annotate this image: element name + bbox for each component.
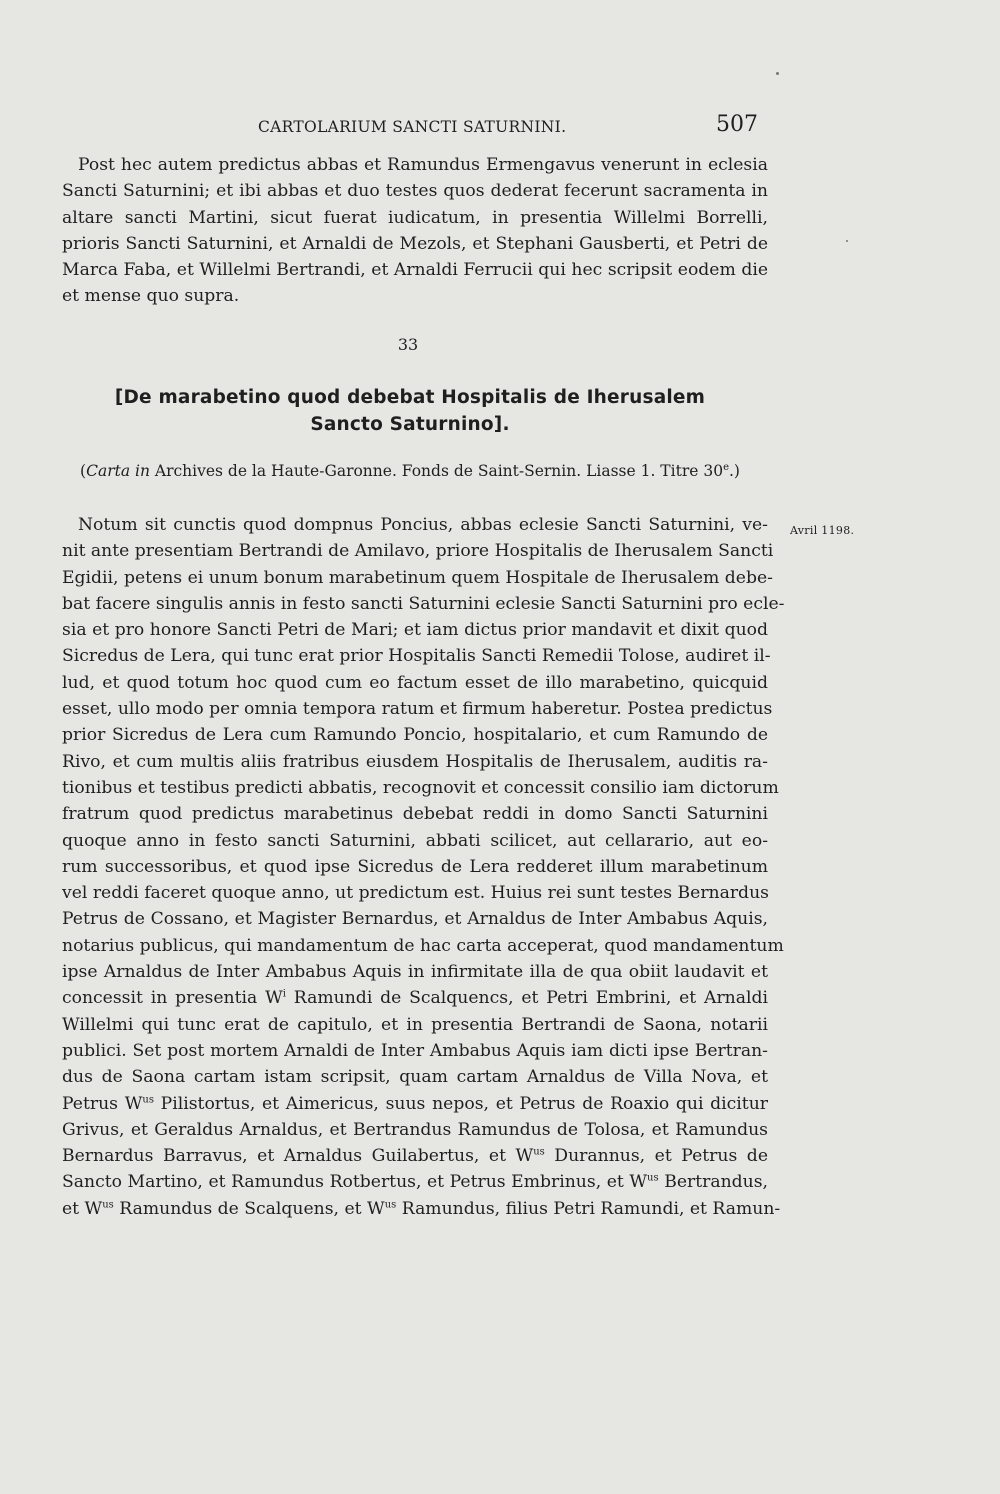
text-line [62, 1196, 781, 1222]
superscript-abbrev: us [142, 1093, 154, 1105]
charter-title [0, 384, 820, 438]
paper-speck [776, 72, 779, 75]
text-segment: dus de Saona cartam istam scripsit, quam cartam Arnaldus de Villa Nova, et [62, 1067, 768, 1088]
text-line [62, 828, 768, 854]
text-line: Sancti Saturnini; et ibi abbas et duo testes quos dederat fecerunt sacramenta in [62, 181, 768, 202]
superscript-abbrev: us [102, 1198, 114, 1210]
text-segment: rum successoribus, et quod ipse Sicredus de Lera redderet illum marabetinum [62, 856, 768, 877]
page-number: 507 [716, 112, 758, 137]
text-line [62, 1012, 768, 1038]
text-line [62, 591, 785, 617]
text-line [62, 722, 768, 748]
text-segment: tionibus et testibus predicti abbatis, recognovit et concessit consilio iam dictorum [62, 777, 779, 798]
text-segment: prior Sicredus de Lera cum Ramundo Poncio, hospitalario, et cum Ramundo de [62, 725, 768, 746]
text-segment: publici. Set post mortem Arnaldi de Inter Ambabus Aquis iam dicti ipse Bertran- [62, 1040, 768, 1061]
source-open: ( [80, 462, 87, 480]
charter-number: 33 [397, 335, 419, 354]
paper-speck [846, 240, 848, 242]
text-line [62, 749, 768, 775]
superscript-abbrev: i [282, 988, 286, 1000]
text-line [62, 1117, 768, 1143]
continuation-paragraph [62, 152, 768, 310]
text-segment: Bernardus Barravus, et Arnaldus Guilabertus, et W [62, 1146, 534, 1167]
text-segment: vel reddi faceret quoque anno, ut predictum est. Huius rei sunt testes Bernardus [62, 883, 769, 904]
text-segment: Rivo, et cum multis aliis fratribus eiusdem Hospitalis de Iherusalem, auditis ra- [62, 751, 768, 772]
text-segment: bat facere singulis annis in festo sancti Saturnini eclesie Sancti Saturnini pro ecle- [62, 593, 785, 614]
text-segment: fratrum quod predictus marabetinus debebat reddi in domo Sancti Saturnini [62, 804, 768, 825]
source-text: Archives de la Haute-Garonne. Fonds de Saint-Sernin. Liasse 1. Titre 30 [149, 462, 724, 480]
charter-source [0, 462, 820, 480]
text-line: altare sancti Martini, sicut fuerat iudicatum, in presentia Willelmi Borrelli, [62, 207, 768, 228]
text-line: et mense quo supra. [62, 286, 240, 307]
text-line [62, 565, 773, 591]
text-line [62, 1064, 768, 1090]
text-segment: Egidii, petens ei unum bonum marabetinum quem Hospitale de Iherusalem debe- [62, 567, 773, 588]
text-segment: Sancto Martino, et Ramundus Rotbertus, et Petrus Embrinus, et W [62, 1172, 648, 1193]
margin-date: Avril 1198. [790, 524, 855, 537]
text-line [62, 617, 768, 643]
text-segment: Petrus de Cossano, et Magister Bernardus, et Arnaldus de Inter Ambabus Aquis, [62, 909, 768, 930]
source-sup: e [723, 461, 729, 473]
text-segment: esset, ullo modo per omnia tempora ratum et firmum haberetur. Postea predictus [62, 699, 773, 720]
text-segment: notarius publicus, qui mandamentum de hac carta acceperat, quod mandamentum [62, 935, 784, 956]
text-line [62, 854, 768, 880]
text-segment: Ramundus, filius Petri Ramundi, et Ramun- [396, 1198, 781, 1219]
text-line: prioris Sancti Saturnini, et Arnaldi de Mezols, et Stephani Gausberti, et Petri de [62, 233, 768, 254]
text-line [62, 775, 779, 801]
text-line [62, 985, 768, 1011]
text-segment: Notum sit cunctis quod dompnus Poncius, abbas eclesie Sancti Saturnini, ve- [78, 515, 768, 535]
running-head: CARTOLARIUM SANCTI SATURNINI. [258, 118, 567, 136]
charter-title-line-2: Sancto Saturnino]. [310, 414, 510, 435]
source-italic: Carta in [86, 462, 150, 480]
text-segment: Pilistortus, et Aimericus, suus nepos, et Petrus de Roaxio qui dicitur [153, 1093, 768, 1114]
text-line [62, 801, 768, 827]
text-segment: ipse Arnaldus de Inter Ambabus Aquis in infirmitate illa de qua obiit laudavit et [62, 962, 768, 983]
text-segment: lud, et quod totum hoc quod cum eo factum esset de illo marabetino, quicquid [62, 672, 768, 693]
text-segment: Petrus W [62, 1093, 143, 1114]
text-line [62, 538, 774, 564]
text-segment: et W [62, 1198, 103, 1219]
text-line [62, 1169, 768, 1195]
text-line [62, 1143, 768, 1169]
text-line: Marca Faba, et Willelmi Bertrandi, et Arnaldi Ferrucii qui hec scripsit eodem die [62, 260, 768, 281]
text-segment: Grivus, et Geraldus Arnaldus, et Bertrandus Ramundus de Tolosa, et Ramundus [62, 1119, 768, 1140]
superscript-abbrev: us [533, 1146, 545, 1158]
text-segment: concessit in presentia W [62, 988, 283, 1009]
text-line [62, 1038, 768, 1064]
text-line [62, 670, 768, 696]
text-segment: Bertrandus, [658, 1172, 769, 1193]
text-segment: quoque anno in festo sancti Saturnini, abbati scilicet, aut cellarario, aut eo- [62, 830, 768, 851]
text-line [62, 512, 768, 538]
text-segment: Ramundi de Scalquencs, et Petri Embrini, et Arnaldi [285, 988, 768, 1009]
text-line [62, 959, 768, 985]
text-line [62, 906, 768, 932]
text-segment: Sicredus de Lera, qui tunc erat prior Hospitalis Sancti Remedii Tolose, audiret il- [62, 646, 771, 667]
superscript-abbrev: us [647, 1172, 659, 1184]
text-segment: Willelmi qui tunc erat de capitulo, et in presentia Bertrandi de Saona, notarii [62, 1014, 768, 1035]
text-line [62, 1091, 768, 1117]
text-line [62, 880, 768, 906]
charter-title-line-1: [De marabetino quod debebat Hospitalis de Iherusalem [114, 387, 706, 408]
text-line [62, 643, 771, 669]
text-segment: nit ante presentiam Bertrandi de Amilavo, priore Hospitalis de Iherusalem Sancti [62, 541, 774, 562]
superscript-abbrev: us [384, 1198, 397, 1210]
source-close: .) [728, 462, 740, 480]
text-segment: sia et pro honore Sancti Petri de Mari; et iam dictus prior mandavit et dixit quod [62, 620, 768, 641]
text-line [62, 933, 784, 959]
charter-body-paragraph [62, 512, 785, 1222]
text-segment: Durannus, et Petrus de [544, 1146, 768, 1167]
text-line: Post hec autem predictus abbas et Ramundus Ermengavus venerunt in eclesia [78, 155, 768, 175]
text-segment: Ramundus de Scalquens, et W [113, 1198, 385, 1219]
text-line [62, 696, 773, 722]
